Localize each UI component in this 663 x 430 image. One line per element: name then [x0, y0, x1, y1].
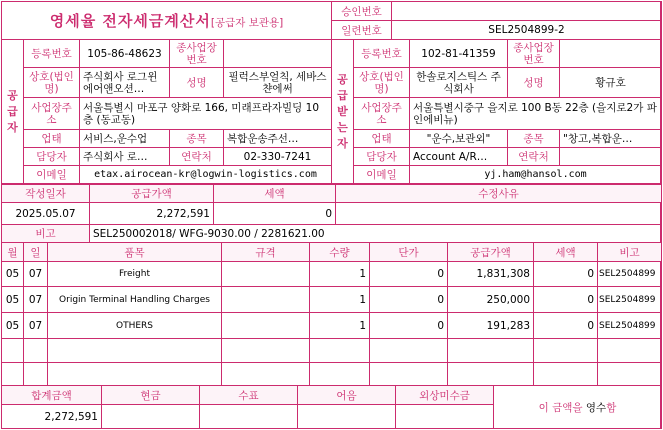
invoice-title — [2, 2, 332, 40]
revision-reason — [336, 203, 662, 225]
supplier-ceo-label: 성명 — [170, 68, 224, 98]
item-unit-price: 0 — [370, 313, 448, 339]
item-supply-amount: 1,831,308 — [448, 262, 534, 287]
supplier-manager-label: 담당자 — [24, 148, 80, 166]
col-day: 일 — [24, 243, 48, 262]
col-spec: 규격 — [222, 243, 310, 262]
recipient-company: 한솔로지스틱스 주식회사 — [410, 68, 508, 98]
col-unit-price: 단가 — [370, 243, 448, 262]
table-row — [2, 262, 662, 287]
item-supply-amount: 250,000 — [448, 287, 534, 313]
supply-amount-label: 공급가액 — [90, 185, 214, 203]
promissory-note-amount — [298, 405, 396, 429]
col-month: 월 — [2, 243, 24, 262]
item-supply-amount: 191,283 — [448, 313, 534, 339]
summary-section — [1, 184, 662, 225]
recipient-contact-label: 연락처 — [508, 148, 560, 166]
supplier-address-label: 사업장주소 — [24, 98, 80, 130]
supplier-reg-no-label: 등록번호 — [24, 40, 80, 68]
memo-label: 비고 — [2, 225, 90, 243]
item-note: SEL2504899 — [598, 262, 662, 287]
item-month: 05 — [2, 262, 24, 287]
approval-no-label: 승인번호 — [332, 2, 392, 21]
supplier-biz-type-label: 업태 — [24, 130, 80, 148]
col-tax: 세액 — [534, 243, 598, 262]
supplier-ceo: 필럭스부얼칙, 세바스챤에써 — [224, 68, 332, 98]
credit-label: 외상미수금 — [396, 386, 494, 405]
supplier-company: 주식회사 로그윈에어앤오션… — [80, 68, 170, 98]
col-supply-amount: 공급가액 — [448, 243, 534, 262]
items-table — [1, 242, 662, 386]
recipient-branch-no-label: 종사업장번호 — [508, 40, 560, 68]
item-day: 07 — [24, 262, 48, 287]
date-label: 작성일자 — [2, 185, 90, 203]
title-text: 영세율 전자세금계산서 — [49, 12, 211, 30]
supply-amount: 2,272,591 — [90, 203, 214, 225]
recipient-company-label: 상호(법인명) — [354, 68, 410, 98]
item-name: Origin Terminal Handling Charges — [48, 287, 222, 313]
recipient-reg-no: 102-81-41359 — [410, 40, 508, 68]
title-copy-type: [공급자 보관용] — [210, 17, 284, 29]
serial-no-value: SEL2504899-2 — [392, 21, 662, 40]
check-amount — [200, 405, 298, 429]
item-tax: 0 — [534, 287, 598, 313]
total-amount-label: 합계금액 — [2, 386, 102, 405]
items-header-row — [2, 243, 662, 262]
totals-section — [1, 385, 662, 429]
item-day: 07 — [24, 313, 48, 339]
item-name: OTHERS — [48, 313, 222, 339]
supplier-reg-no: 105-86-48623 — [80, 40, 170, 68]
item-unit-price: 0 — [370, 287, 448, 313]
approval-no-value — [392, 2, 662, 21]
item-day: 07 — [24, 287, 48, 313]
item-qty: 1 — [310, 262, 370, 287]
item-month: 05 — [2, 287, 24, 313]
recipient-biz-type: "운수,보관외" — [410, 130, 508, 148]
col-note: 비고 — [598, 243, 662, 262]
cash-label: 현금 — [102, 386, 200, 405]
supplier-branch-no-label: 종사업장번호 — [170, 40, 224, 68]
memo-section — [1, 224, 662, 243]
col-item: 품목 — [48, 243, 222, 262]
recipient-reg-no-label: 등록번호 — [354, 40, 410, 68]
item-spec — [222, 313, 310, 339]
cash-amount — [102, 405, 200, 429]
item-qty: 1 — [310, 313, 370, 339]
item-spec — [222, 262, 310, 287]
recipient-address: 서울특별시중구 을지로 100 B동 22층 (을지로2가 파인에비뉴) — [410, 98, 662, 130]
recipient-contact — [560, 148, 662, 166]
receipt-post: 함 — [606, 401, 617, 414]
promissory-note-label: 어음 — [298, 386, 396, 405]
supplier-manager: 주식회사 로… — [80, 148, 170, 166]
tax-amount-label: 세액 — [214, 185, 336, 203]
supplier-side-text: 공급자 — [7, 88, 18, 134]
revision-reason-label: 수정사유 — [336, 185, 662, 203]
supplier-side-label — [2, 40, 24, 184]
supplier-email: etax.airocean-kr@logwin-logistics.com — [80, 166, 332, 184]
empty-row — [2, 339, 662, 363]
total-amount: 2,272,591 — [2, 405, 102, 429]
supplier-contact-label: 연락처 — [170, 148, 224, 166]
recipient-address-label: 사업장주소 — [354, 98, 410, 130]
recipient-biz-item: "창고,복합운… — [560, 130, 662, 148]
memo-value: SEL250002018/ WFG-9030.00 / 2281621.00 — [90, 225, 662, 243]
item-name: Freight — [48, 262, 222, 287]
credit-amount — [396, 405, 494, 429]
recipient-ceo-label: 성명 — [508, 68, 560, 98]
supplier-company-label: 상호(법인명) — [24, 68, 80, 98]
check-label: 수표 — [200, 386, 298, 405]
parties-section — [1, 39, 662, 184]
col-qty: 수량 — [310, 243, 370, 262]
tax-amount: 0 — [214, 203, 336, 225]
issue-date: 2025.05.07 — [2, 203, 90, 225]
receipt-statement — [494, 386, 662, 429]
recipient-side-text: 공급받는자 — [337, 72, 348, 150]
supplier-biz-type: 서비스,운수업 — [80, 130, 170, 148]
recipient-branch-no — [560, 40, 662, 68]
item-spec — [222, 287, 310, 313]
recipient-side-label — [332, 40, 354, 184]
invoice-header — [1, 1, 662, 40]
item-tax: 0 — [534, 313, 598, 339]
recipient-biz-item-label: 종목 — [508, 130, 560, 148]
item-note: SEL2504899 — [598, 287, 662, 313]
table-row — [2, 287, 662, 313]
item-tax: 0 — [534, 262, 598, 287]
supplier-email-label: 이메일 — [24, 166, 80, 184]
receipt-pre: 이 금액을 — [538, 401, 583, 414]
table-row — [2, 313, 662, 339]
item-note: SEL2504899 — [598, 313, 662, 339]
recipient-email: yj.ham@hansol.com — [410, 166, 662, 184]
receipt-type: 영수 — [585, 401, 607, 414]
empty-row — [2, 363, 662, 386]
recipient-manager-label: 담당자 — [354, 148, 410, 166]
recipient-email-label: 이메일 — [354, 166, 410, 184]
supplier-branch-no — [224, 40, 332, 68]
item-month: 05 — [2, 313, 24, 339]
recipient-manager: Account A/R… — [410, 148, 508, 166]
supplier-address: 서울특별시 마포구 양화로 166, 미래프라자빌딩 10층 (동교동) — [80, 98, 332, 130]
item-unit-price: 0 — [370, 262, 448, 287]
supplier-biz-item-label: 종목 — [170, 130, 224, 148]
serial-no-label: 일련번호 — [332, 21, 392, 40]
recipient-ceo: 황규호 — [560, 68, 662, 98]
recipient-biz-type-label: 업태 — [354, 130, 410, 148]
supplier-contact: 02-330-7241 — [224, 148, 332, 166]
supplier-biz-item: 복합운송주선… — [224, 130, 332, 148]
item-qty: 1 — [310, 287, 370, 313]
